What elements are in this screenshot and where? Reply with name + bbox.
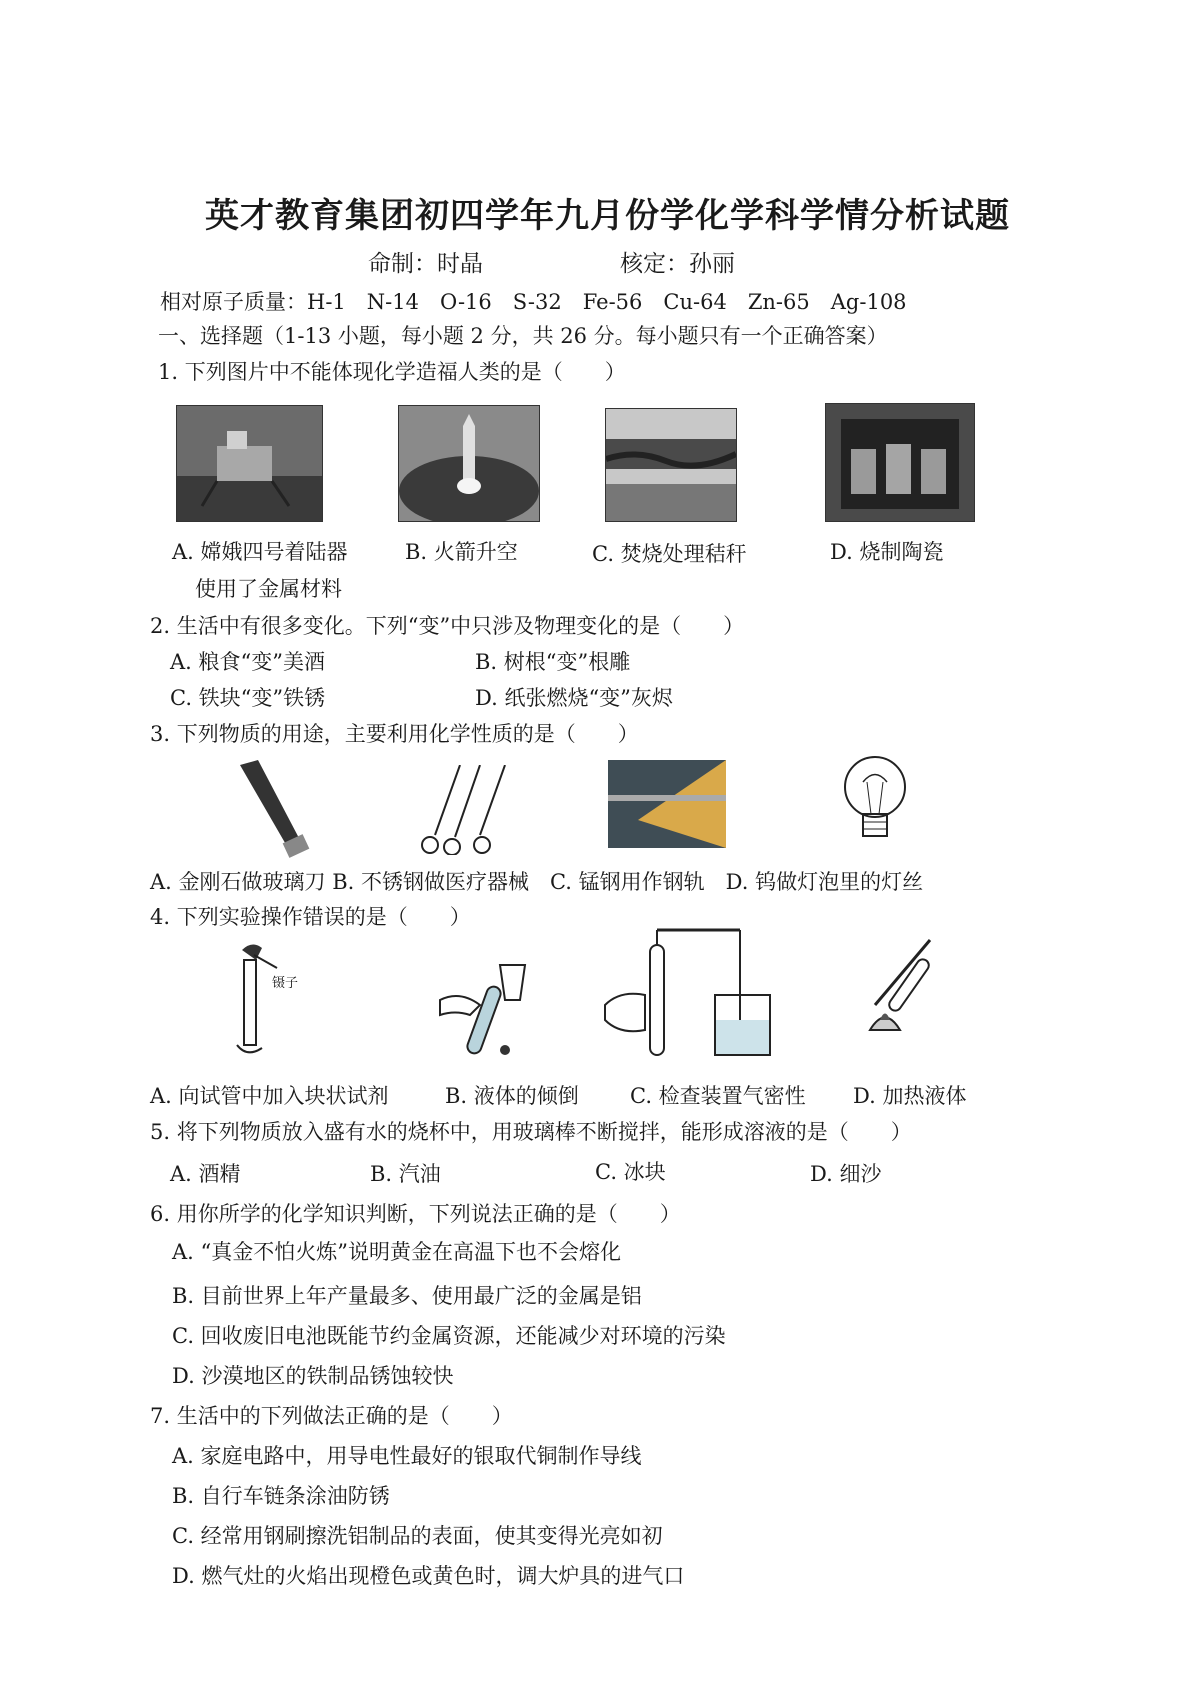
ceramic-kiln-photo: [825, 403, 975, 522]
q7-option-c: C. 经常用钢刷擦洗铝制品的表面，使其变得光亮如初: [172, 1524, 663, 1548]
airtightness-check-image: [600, 920, 780, 1064]
q4-option-d: D. 加热液体: [853, 1084, 967, 1108]
q4-option-b: B. 液体的倾倒: [445, 1084, 579, 1108]
pouring-liquid-image: [425, 955, 535, 1069]
surgical-scissors-image: [410, 765, 510, 859]
q7-option-d: D. 燃气灶的火焰出现橙色或黄色时，调大炉具的进气口: [172, 1564, 685, 1588]
q1-option-c: C. 焚烧处理秸秆: [592, 542, 747, 566]
q5-option-d: D. 细沙: [810, 1162, 882, 1186]
atomic-masses: 相对原子质量：H-1 N-14 O-16 S-32 Fe-56 Cu-64 Zn-65 Ag-108: [160, 290, 907, 314]
page-title: 英才教育集团初四学年九月份学化学科学情分析试题: [205, 196, 1010, 236]
tweezers-test-tube-image: [232, 940, 312, 1064]
q4-option-a: A. 向试管中加入块状试剂: [150, 1084, 389, 1108]
rocket-launch-photo: [398, 405, 540, 522]
q3-stem: 3. 下列物质的用途，主要利用化学性质的是（ ）: [150, 722, 639, 746]
q1-option-d: D. 烧制陶瓷: [830, 540, 944, 564]
q7-stem: 7. 生活中的下列做法正确的是（ ）: [150, 1404, 513, 1428]
burning-straw-photo: [605, 408, 737, 522]
q5-option-a: A. 酒精: [170, 1162, 241, 1186]
q7-option-a: A. 家庭电路中，用导电性最好的银取代铜制作导线: [172, 1444, 642, 1468]
q1-option-a: A. 嫦娥四号着陆器: [172, 540, 348, 564]
q7-option-b: B. 自行车链条涂油防锈: [172, 1484, 390, 1508]
q2-stem: 2. 生活中有很多变化。下列“变”中只涉及物理变化的是（ ）: [150, 614, 745, 638]
lunar-lander-photo: [176, 405, 323, 522]
light-bulb-image: [835, 752, 915, 856]
q6-option-d: D. 沙漠地区的铁制品锈蚀较快: [172, 1364, 454, 1388]
glass-cutter-image: [230, 760, 330, 864]
q5-option-b: B. 汽油: [370, 1162, 441, 1186]
heating-liquid-image: [845, 925, 955, 1049]
q4-option-c: C. 检查装置气密性: [630, 1084, 806, 1108]
q4-stem: 4. 下列实验操作错误的是（ ）: [150, 905, 471, 929]
tweezers-label: 镊子: [272, 976, 299, 991]
q6-stem: 6. 用你所学的化学知识判断，下列说法正确的是（ ）: [150, 1202, 681, 1226]
q2-option-b: B. 树根“变”根雕: [475, 650, 631, 674]
q5-stem: 5. 将下列物质放入盛有水的烧杯中，用玻璃棒不断搅拌，能形成溶液的是（ ）: [150, 1120, 912, 1144]
author-line: 命制：时晶: [368, 251, 483, 277]
q1-option-b: B. 火箭升空: [405, 540, 518, 564]
q6-option-c: C. 回收废旧电池既能节约金属资源，还能减少对环境的污染: [172, 1324, 726, 1348]
reviewer-line: 核定：孙丽: [620, 251, 735, 277]
q5-option-c: C. 冰块: [595, 1160, 666, 1184]
q6-option-a: A. “真金不怕火炼”说明黄金在高温下也不会熔化: [172, 1240, 621, 1264]
q3-options: A. 金刚石做玻璃刀 B. 不锈钢做医疗器械 C. 锰钢用作钢轨 D. 钨做灯泡里的灯丝: [150, 870, 924, 894]
q2-option-a: A. 粮食“变”美酒: [170, 650, 325, 674]
rail-track-photo: [608, 760, 726, 848]
q1-stem: 1. 下列图片中不能体现化学造福人类的是（ ）: [158, 360, 626, 384]
section-heading: 一、选择题（1-13 小题，每小题 2 分，共 26 分。每小题只有一个正确答案）: [158, 324, 888, 348]
q1-option-a-line2: 使用了金属材料: [195, 577, 342, 601]
q6-option-b: B. 目前世界上年产量最多、使用最广泛的金属是铝: [172, 1284, 642, 1308]
q2-option-c: C. 铁块“变”铁锈: [170, 686, 326, 710]
q2-option-d: D. 纸张燃烧“变”灰烬: [475, 686, 673, 710]
